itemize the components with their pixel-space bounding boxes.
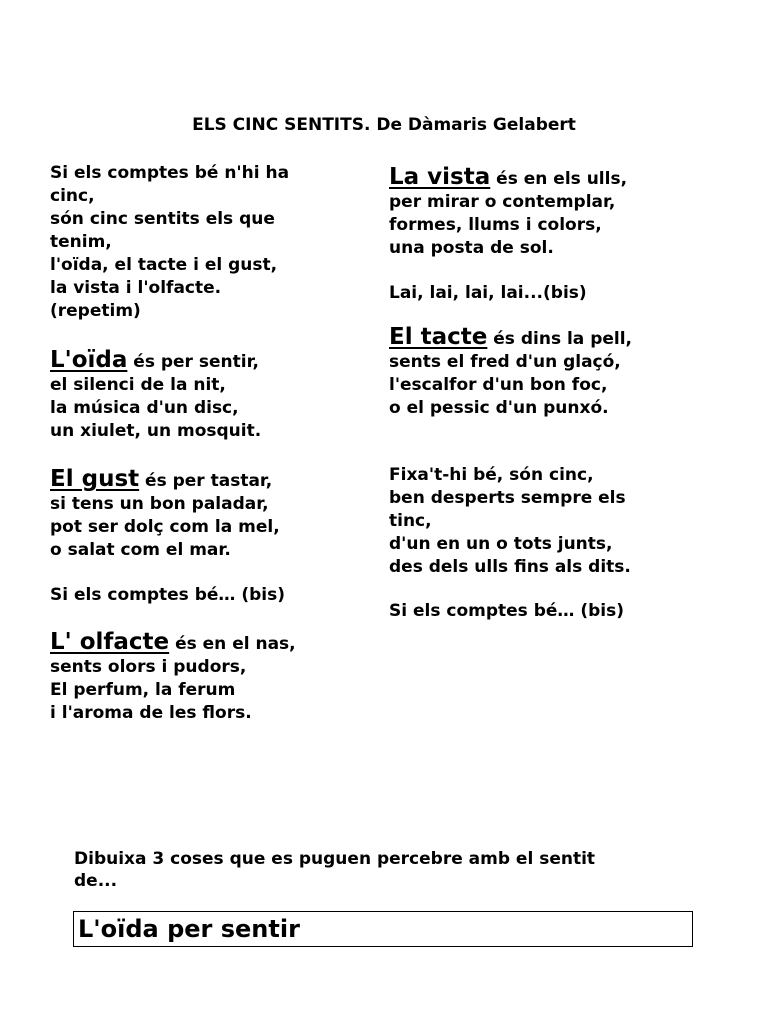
- refrain-right: Si els comptes bé… (bis): [389, 601, 624, 621]
- instruction-line-2: de...: [74, 871, 118, 891]
- oida-line-4: un xiulet, un mosquit.: [50, 421, 262, 441]
- intro-line-5: l'oïda, el tacte i el gust,: [50, 255, 278, 275]
- stanza-tacte: [389, 326, 709, 420]
- tacte-line-4: o el pessic d'un punxó.: [389, 398, 609, 418]
- intro-line-1: Si els comptes bé n'hi ha: [50, 163, 290, 183]
- tacte-line-2: sents el fred d'un glaçó,: [389, 352, 621, 372]
- vista-first-rest: és en els ulls,: [490, 169, 628, 189]
- olfacte-first-rest: és en el nas,: [169, 634, 296, 654]
- fixat-line-3: tinc,: [389, 511, 432, 531]
- gust-heading: El gust: [50, 466, 140, 492]
- vista-line-2: per mirar o contemplar,: [389, 192, 616, 212]
- oida-first-rest: és per sentir,: [127, 352, 259, 372]
- gust-line-2: si tens un bon paladar,: [50, 494, 269, 514]
- fixat-line-1: Fixa't-hi bé, són cinc,: [389, 465, 594, 485]
- right-column: [389, 166, 709, 623]
- oida-first-line: [50, 349, 350, 374]
- sense-label: L'oïda per sentir: [78, 915, 300, 943]
- tacte-line-3: l'escalfor d'un bon foc,: [389, 375, 608, 395]
- olfacte-line-2: sents olors i pudors,: [50, 657, 247, 677]
- intro-line-6: la vista i l'olfacte.: [50, 278, 222, 298]
- oida-line-2: el silenci de la nit,: [50, 375, 226, 395]
- olfacte-first-line: [50, 631, 350, 656]
- gust-line-4: o salat com el mar.: [50, 540, 231, 560]
- page-title: ELS CINC SENTITS. De Dàmaris Gelabert: [192, 115, 576, 135]
- tacte-heading: El tacte: [389, 324, 488, 350]
- gust-first-rest: és per tastar,: [139, 471, 273, 491]
- olfacte-heading: L' olfacte: [50, 629, 170, 655]
- intro-line-4: tenim,: [50, 232, 112, 252]
- stanza-intro: [50, 162, 350, 323]
- olfacte-line-4: i l'aroma de les flors.: [50, 703, 252, 723]
- stanza-oida: [50, 349, 350, 443]
- stanza-fixat: [389, 464, 709, 579]
- vista-line-4: una posta de sol.: [389, 238, 554, 258]
- sense-label-box: [73, 911, 693, 947]
- vista-line-3: formes, llums i colors,: [389, 215, 602, 235]
- gust-first-line: [50, 468, 350, 493]
- intro-line-7: (repetim): [50, 301, 141, 321]
- intro-line-2: cinc,: [50, 186, 95, 206]
- stanza-gust: [50, 468, 350, 562]
- gust-line-3: pot ser dolç com la mel,: [50, 517, 280, 537]
- tacte-first-rest: és dins la pell,: [487, 329, 633, 349]
- stanza-refrain-left: [50, 584, 350, 607]
- lai-line: Lai, lai, lai, lai...(bis): [389, 283, 587, 303]
- stanza-lai: [389, 282, 709, 305]
- olfacte-line-3: El perfum, la ferum: [50, 680, 236, 700]
- drawing-instruction: [74, 848, 674, 892]
- vista-first-line: [389, 166, 709, 191]
- intro-line-3: són cinc sentits els que: [50, 209, 275, 229]
- refrain-left: Si els comptes bé… (bis): [50, 585, 285, 605]
- stanza-vista: [389, 166, 709, 260]
- fixat-line-4: d'un en un o tots junts,: [389, 534, 613, 554]
- stanza-olfacte: [50, 631, 350, 725]
- left-column: [50, 162, 350, 725]
- stanza-refrain-right: [389, 600, 709, 623]
- fixat-line-5: des dels ulls fins als dits.: [389, 557, 631, 577]
- oida-heading: L'oïda: [50, 347, 128, 373]
- fixat-line-2: ben desperts sempre els: [389, 488, 626, 508]
- tacte-first-line: [389, 326, 709, 351]
- vista-heading: La vista: [389, 164, 491, 190]
- oida-line-3: la música d'un disc,: [50, 398, 239, 418]
- instruction-line-1: Dibuixa 3 coses que es puguen percebre amb el sentit: [74, 849, 596, 869]
